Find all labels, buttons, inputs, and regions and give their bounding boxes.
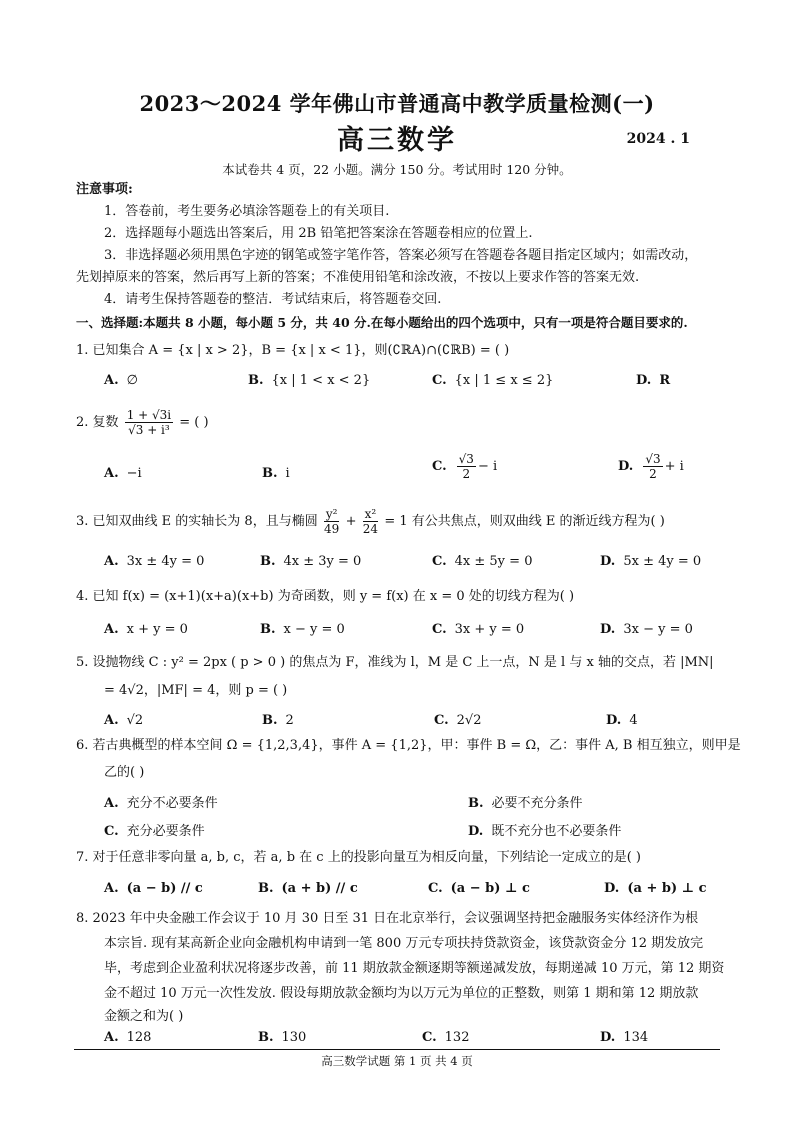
option-text: 充分不必要条件 xyxy=(126,796,218,811)
option-label: C. xyxy=(422,1030,437,1045)
option-text: 130 xyxy=(281,1030,307,1045)
option-text: 4 xyxy=(629,713,638,728)
q3-option-b xyxy=(260,554,361,569)
option-text: 5x ± 4y = 0 xyxy=(623,554,702,569)
q5-option-a xyxy=(104,713,143,728)
option-text: 既不充分也不必要条件 xyxy=(491,824,622,839)
option-label: A. xyxy=(104,796,119,811)
exam-info: 本试卷共 4 页，22 小题。满分 150 分。考试用时 120 分钟。 xyxy=(222,162,572,177)
option-text: (a + b) // c xyxy=(281,881,358,896)
question-3 xyxy=(76,507,665,537)
q6-option-d xyxy=(468,820,621,839)
fraction-numerator: y² xyxy=(325,507,338,521)
fraction-numerator: √3 xyxy=(645,452,661,466)
subject-title: 高三数学 xyxy=(337,125,457,156)
q7-option-b xyxy=(258,881,358,896)
q4-option-b xyxy=(260,622,345,637)
option-text: (a − b) ⊥ c xyxy=(450,881,530,896)
option-label: A. xyxy=(104,881,119,896)
q2-suffix: = ( ) xyxy=(179,415,209,430)
option-label: C. xyxy=(434,713,449,728)
option-text: 128 xyxy=(126,1030,152,1045)
note-item: 1．答卷前，考生要务必填涂答题卷上的有关项目. xyxy=(104,204,390,219)
q8-option-d xyxy=(600,1030,648,1045)
option-text: 4x ± 3y = 0 xyxy=(283,554,362,569)
option-label: A. xyxy=(104,1030,119,1045)
note-item: 先划掉原来的答案，然后再写上新的答案；不准使用铅笔和涂改液，不按以上要求作答的答案无效. xyxy=(76,270,640,285)
option-label: B. xyxy=(260,554,276,569)
option-text: − i xyxy=(477,459,498,474)
option-label: D. xyxy=(600,554,616,569)
option-label: C. xyxy=(432,459,447,474)
q7-option-d xyxy=(604,881,707,896)
question-5: 5. 设抛物线 C : y² = 2px ( p > 0 ) 的焦点为 F，准线为 l，M 是 C 上一点，N 是 l 与 x 轴的交点，若 |MN| xyxy=(76,655,714,670)
option-text: 132 xyxy=(444,1030,470,1045)
option-text: 4x ± 5y = 0 xyxy=(454,554,533,569)
option-label: D. xyxy=(618,459,634,474)
option-text: 2√2 xyxy=(456,713,482,728)
q4-option-a xyxy=(104,622,188,637)
option-text: R xyxy=(659,373,671,388)
question-7: 7. 对于任意非零向量 a, b, c，若 a, b 在 c 上的投影向量互为相反向量，下列结论一定成立的是( ) xyxy=(76,850,641,865)
option-text: ∅ xyxy=(126,373,138,388)
question-6: 6. 若古典概型的样本空间 Ω = {1,2,3,4}，事件 A = {1,2}，甲：事件 B = Ω，乙：事件 A, B 相互独立，则甲是 xyxy=(76,738,741,753)
q2-denominator: √3 + i³ xyxy=(128,423,170,437)
footer-divider xyxy=(74,1049,720,1050)
q6-option-a xyxy=(104,792,218,811)
option-text: x − y = 0 xyxy=(283,622,345,637)
option-label: C. xyxy=(432,622,447,637)
option-label: B. xyxy=(262,466,278,481)
q5-option-b xyxy=(262,713,294,728)
fraction-denominator: 24 xyxy=(362,522,379,536)
notes-heading: 注意事项: xyxy=(76,182,133,197)
option-label: D. xyxy=(606,713,622,728)
option-label: B. xyxy=(258,881,274,896)
question-2 xyxy=(76,406,209,440)
option-label: D. xyxy=(600,622,616,637)
option-text: + i xyxy=(664,459,684,474)
q7-option-c xyxy=(428,881,530,896)
option-label: B. xyxy=(248,373,264,388)
question-8: 8. 2023 年中央金融工作会议于 10 月 30 日至 31 日在北京举行，会议强调坚持把金融服务实体经济作为根 xyxy=(76,911,699,926)
option-text: 必要不充分条件 xyxy=(491,796,583,811)
option-fraction xyxy=(457,452,476,481)
q2-option-d xyxy=(618,452,684,482)
q3-fraction-2 xyxy=(363,507,379,536)
option-label: D. xyxy=(468,824,484,839)
option-text: x + y = 0 xyxy=(126,622,188,637)
question-6-cont: 乙的( ) xyxy=(104,765,145,780)
option-label: B. xyxy=(258,1030,274,1045)
option-text: 充分必要条件 xyxy=(126,824,205,839)
q1-option-d xyxy=(636,373,670,388)
option-text: (a − b) // c xyxy=(126,881,203,896)
q2-option-c xyxy=(432,452,497,482)
question-8-cont: 金额之和为( ) xyxy=(104,1009,184,1024)
option-label: A. xyxy=(104,713,119,728)
q8-option-a xyxy=(104,1030,151,1045)
q2-prefix: 2. 复数 xyxy=(76,415,119,430)
q4-option-d xyxy=(600,622,693,637)
option-text: 3x ± 4y = 0 xyxy=(126,554,205,569)
note-item: 2．选择题每小题选出答案后，用 2B 铅笔把答案涂在答题卷相应的位置上. xyxy=(104,226,533,241)
option-label: D. xyxy=(636,373,652,388)
q1-option-a xyxy=(104,373,138,388)
option-label: D. xyxy=(604,881,620,896)
q3-fraction-1 xyxy=(324,507,340,536)
note-item: 4．请考生保持答题卷的整洁．考试结束后，将答题卷交回. xyxy=(104,292,442,307)
question-5-cont: = 4√2，|MF| = 4，则 p = ( ) xyxy=(104,683,288,698)
option-label: C. xyxy=(432,373,447,388)
option-text: {x | 1 ≤ x ≤ 2} xyxy=(454,373,554,388)
q3-option-a xyxy=(104,554,204,569)
question-8-cont: 本宗旨. 现有某高新企业向金融机构申请到一笔 800 万元专项扶持贷款资金，该贷款资金分 12 期发放完 xyxy=(104,936,704,951)
q2-numerator: 1 + √3i xyxy=(126,408,172,422)
q3-plus: + xyxy=(345,514,357,529)
option-label: B. xyxy=(468,796,484,811)
q6-option-c xyxy=(104,820,205,839)
option-text: −i xyxy=(126,466,142,481)
question-8-cont: 金不超过 10 万元一次性发放. 假设每期放款金额均为以万元为单位的正整数，则第 1 期和第 12 期放款 xyxy=(104,986,699,1001)
option-text: 134 xyxy=(623,1030,649,1045)
fraction-denominator: 2 xyxy=(462,467,471,481)
q6-option-b xyxy=(468,792,583,811)
option-text: 3x − y = 0 xyxy=(623,622,693,637)
exam-title: 2023～2024 学年佛山市普通高中教学质量检测(一) xyxy=(139,91,655,116)
option-text: i xyxy=(285,466,290,481)
q5-option-d xyxy=(606,713,638,728)
option-text: 3x + y = 0 xyxy=(454,622,525,637)
fraction-numerator: √3 xyxy=(458,452,474,466)
fraction-denominator: 49 xyxy=(324,522,340,536)
q4-option-c xyxy=(432,622,524,637)
option-label: C. xyxy=(428,881,443,896)
fraction-denominator: 2 xyxy=(649,467,657,481)
question-8-cont: 毕，考虑到企业盈利状况将逐步改善，前 11 期放款金额逐期等额递减发放，每期递减 10 万元，第 12 期资 xyxy=(104,961,725,976)
q3-option-d xyxy=(600,554,701,569)
option-label: B. xyxy=(260,622,276,637)
question-4: 4. 已知 f(x) = (x+1)(x+a)(x+b) 为奇函数，则 y = f(x) 在 x = 0 处的切线方程为( ) xyxy=(76,589,575,604)
page-footer: 高三数学试题 第 1 页 共 4 页 xyxy=(321,1054,473,1068)
option-label: D. xyxy=(600,1030,616,1045)
q7-option-a xyxy=(104,881,203,896)
q2-option-b xyxy=(262,466,290,481)
option-fraction xyxy=(643,452,662,481)
fraction-numerator: x² xyxy=(364,507,377,521)
q3-prefix: 3. 已知双曲线 E 的实轴长为 8，且与椭圆 xyxy=(76,514,318,529)
q8-option-c xyxy=(422,1030,469,1045)
q8-option-b xyxy=(258,1030,306,1045)
option-label: A. xyxy=(104,622,119,637)
option-text: (a + b) ⊥ c xyxy=(627,881,707,896)
note-item: 3．非选择题必须用黑色字迹的钢笔或签字笔作答，答案必须写在答题卷各题目指定区域内；如需改动， xyxy=(104,248,698,263)
q3-suffix: = 1 有公共焦点，则双曲线 E 的渐近线方程为( ) xyxy=(384,514,665,529)
q2-fraction xyxy=(125,408,173,437)
q1-option-b xyxy=(248,373,370,388)
q5-option-c xyxy=(434,713,481,728)
option-label: B. xyxy=(262,713,278,728)
option-label: A. xyxy=(104,466,119,481)
option-label: A. xyxy=(104,554,119,569)
option-label: A. xyxy=(104,373,119,388)
exam-date: 2024 . 1 xyxy=(626,131,690,147)
section-heading: 一、选择题:本题共 8 小题，每小题 5 分，共 40 分.在每小题给出的四个选项中，只有一项是符合题目要求的. xyxy=(76,315,688,330)
option-text: {x | 1 < x < 2} xyxy=(271,373,371,388)
q2-option-a xyxy=(104,466,142,481)
q3-option-c xyxy=(432,554,532,569)
option-text: √2 xyxy=(126,713,144,728)
question-1: 1. 已知集合 A = {x | x > 2}，B = {x | x < 1}，则(∁ℝA)∩(∁ℝB) = ( ) xyxy=(76,343,510,358)
q1-option-c xyxy=(432,373,553,388)
option-text: 2 xyxy=(285,713,294,728)
option-label: C. xyxy=(432,554,447,569)
option-label: C. xyxy=(104,824,119,839)
